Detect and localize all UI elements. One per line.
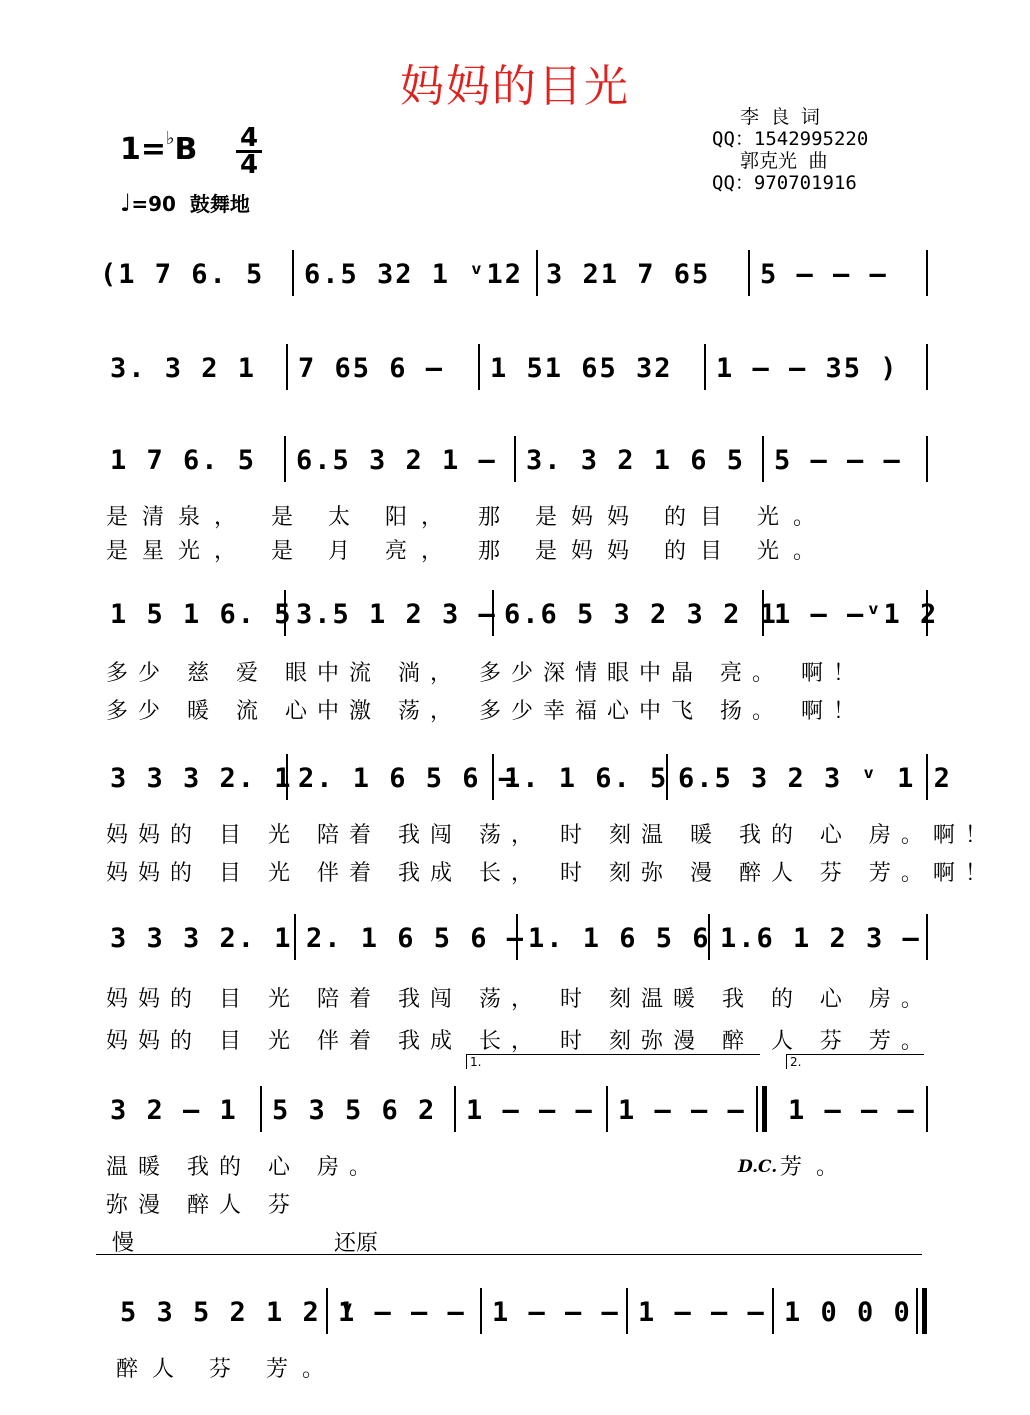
measure: 5 3 5 6 2 bbox=[272, 1094, 437, 1126]
measure: 1.6 1 2 3 – bbox=[720, 922, 921, 954]
barline bbox=[704, 344, 706, 390]
measure: 3. 3 2 1 bbox=[110, 352, 257, 384]
barline bbox=[326, 1288, 328, 1334]
lyric-line: 多少 暖 流 心中激 荡， 多少幸福心中飞 扬。 啊！ bbox=[106, 699, 865, 724]
lyric-line: 妈妈的 目 光 伴着 我成 长， 时 刻弥 漫 醉人 芬 芳。啊！ bbox=[106, 861, 997, 886]
lyricist-qq: QQ：1542995220 bbox=[712, 128, 869, 150]
measure: 6.5 3 2 3 ᵛ 1 2 bbox=[678, 762, 952, 794]
measure: 1. 1 6. 5 bbox=[504, 762, 669, 794]
measure: 3 21 7 65 bbox=[546, 258, 711, 290]
lyric-line: 多少 慈 爱 眼中流 淌， 多少深情眼中晶 亮。 啊！ bbox=[106, 661, 865, 686]
measure: 5 – – – bbox=[760, 258, 888, 290]
barline bbox=[516, 914, 518, 960]
tempo-marking bbox=[120, 188, 250, 217]
measure: 1 – – – bbox=[338, 1296, 466, 1328]
flat-symbol: ♭ bbox=[166, 128, 175, 149]
barline bbox=[286, 344, 288, 390]
tempo-style: 鼓舞地 bbox=[189, 192, 250, 216]
lyricist-credit: 李 良 词 bbox=[740, 106, 820, 128]
lyric-line: 是清泉， 是 太 阳， 那 是妈妈 的目 光。 bbox=[106, 505, 829, 530]
barline bbox=[926, 436, 928, 482]
measure: 7 65 6 – bbox=[298, 352, 445, 384]
measure: 1 – – – bbox=[788, 1094, 916, 1126]
score-row-2 bbox=[100, 338, 930, 398]
measure: 5 – – – bbox=[774, 444, 902, 476]
song-title: 妈妈的目光 bbox=[400, 61, 630, 112]
measure: 3.5 1 2 3 – bbox=[296, 598, 497, 630]
key-note: B bbox=[174, 132, 198, 167]
tempo-restore-marking: 还原 bbox=[334, 1231, 379, 1256]
lyric-line: 妈妈的 目 光 伴着 我成 长， 时 刻弥漫 醉 人 芬 芳。 bbox=[106, 1029, 933, 1054]
measure: 3. 3 2 1 6 5 bbox=[526, 444, 746, 476]
measure: 2. 1 6 5 6 – bbox=[298, 762, 518, 794]
lyric-line: 是星光， 是 月 亮， 那 是妈妈 的目 光。 bbox=[106, 539, 829, 564]
barline bbox=[926, 754, 928, 800]
lyric-line: 醉人 芬 芳。 bbox=[116, 1357, 338, 1382]
barline bbox=[492, 590, 494, 636]
lyric-line: 妈妈的 目 光 陪着 我闯 荡， 时 刻温 暖 我的 心 房。啊！ bbox=[106, 823, 997, 848]
barline bbox=[626, 1288, 628, 1334]
score-row-6 bbox=[100, 908, 930, 968]
tempo-value: =90 bbox=[131, 192, 176, 216]
barline bbox=[514, 436, 516, 482]
measure: 2. 1 6 5 6 – bbox=[306, 922, 526, 954]
measure: 6.5 3 2 1 – bbox=[296, 444, 497, 476]
measure: 3 2 – 1 bbox=[110, 1094, 238, 1126]
barline bbox=[762, 436, 764, 482]
score-row-7 bbox=[100, 1080, 930, 1140]
measure: 1 – – – bbox=[466, 1094, 594, 1126]
key-prefix: 1= bbox=[120, 132, 167, 167]
measure: 1. 1 6 5 6 bbox=[528, 922, 711, 954]
measure: (1 7 6. 5 bbox=[100, 258, 265, 290]
quarter-note-icon: ♩ bbox=[120, 189, 132, 217]
barline bbox=[284, 590, 286, 636]
barline bbox=[762, 590, 764, 636]
barline bbox=[286, 754, 288, 800]
measure: 5 3 5 2 1 2 ᵛ bbox=[120, 1296, 358, 1328]
measure: 3 3 3 2. 1 bbox=[110, 922, 293, 954]
measure: 3 3 3 2. 1 bbox=[110, 762, 293, 794]
barline bbox=[926, 590, 928, 636]
key-signature bbox=[120, 128, 198, 167]
measure: 1 – –ᵛ1 2 bbox=[774, 598, 939, 630]
lyric-line: 弥漫 醉人 芬 bbox=[106, 1193, 300, 1218]
time-signature bbox=[236, 123, 262, 180]
lyric-line: 芳。 bbox=[780, 1155, 853, 1180]
time-bottom: 4 bbox=[236, 150, 262, 177]
barline bbox=[926, 344, 928, 390]
section-rule bbox=[96, 1254, 922, 1255]
score-row-8 bbox=[100, 1282, 930, 1342]
barline bbox=[926, 914, 928, 960]
barline bbox=[454, 1086, 456, 1132]
time-top: 4 bbox=[239, 123, 259, 153]
measure: 1 – – – bbox=[618, 1094, 746, 1126]
barline bbox=[292, 250, 294, 296]
barline bbox=[926, 250, 928, 296]
barline bbox=[260, 1086, 262, 1132]
slow-marking: 慢 bbox=[112, 1231, 135, 1256]
barline bbox=[606, 1086, 608, 1132]
volta-second: 2. bbox=[786, 1054, 924, 1069]
final-barline bbox=[916, 1288, 918, 1334]
barline bbox=[708, 914, 710, 960]
barline bbox=[480, 1288, 482, 1334]
lyric-line: 温暖 我的 心 房。 bbox=[106, 1155, 381, 1180]
barline bbox=[492, 754, 494, 800]
measure: 1 7 6. 5 bbox=[110, 444, 257, 476]
measure: 1 5 1 6. 5 bbox=[110, 598, 293, 630]
lyric-line: 妈妈的 目 光 陪着 我闯 荡， 时 刻温暖 我 的 心 房。 bbox=[106, 987, 933, 1012]
measure: 6.5 32 1 ᵛ12 bbox=[304, 258, 524, 290]
barline bbox=[284, 436, 286, 482]
barline bbox=[772, 1288, 774, 1334]
composer-credit: 郭克光 曲 bbox=[740, 150, 828, 172]
measure: 1 – – 35 ) bbox=[716, 352, 899, 384]
score-row-1 bbox=[100, 244, 930, 304]
barline bbox=[478, 344, 480, 390]
barline bbox=[536, 250, 538, 296]
barline bbox=[666, 754, 668, 800]
measure: 6.6 5 3 2 3 2 1 bbox=[504, 598, 778, 630]
repeat-barline bbox=[756, 1086, 758, 1132]
dc-marking: D.C. bbox=[738, 1157, 778, 1177]
measure: 1 – – – bbox=[638, 1296, 766, 1328]
barline bbox=[294, 914, 296, 960]
composer-qq: QQ：970701916 bbox=[712, 172, 857, 194]
measure: 1 0 0 0 bbox=[784, 1296, 912, 1328]
score-row-5 bbox=[100, 748, 952, 808]
measure: 1 51 65 32 bbox=[490, 352, 673, 384]
barline bbox=[926, 1086, 928, 1132]
volta-first: 1. bbox=[466, 1054, 760, 1069]
score-row-3 bbox=[100, 430, 930, 490]
measure: 1 – – – bbox=[492, 1296, 620, 1328]
score-row-4 bbox=[100, 584, 939, 644]
barline bbox=[748, 250, 750, 296]
